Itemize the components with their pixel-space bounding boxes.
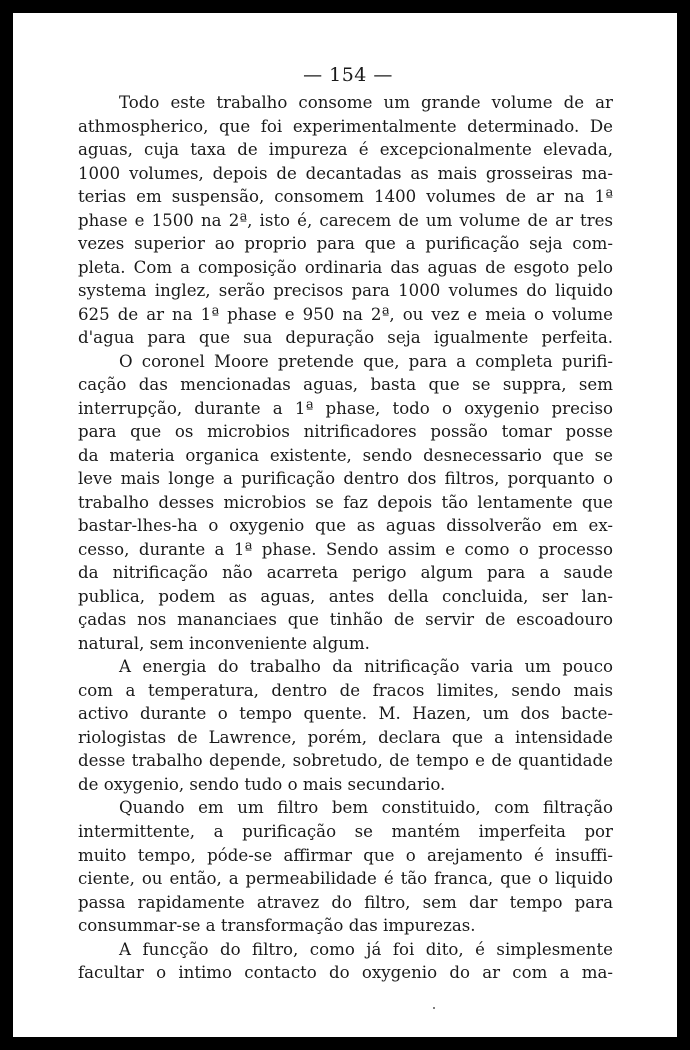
text-line: para que os microbios nitrificadores possão tomar posse: [78, 422, 613, 442]
text-line: passa rapidamente atravez do filtro, sem dar tempo para: [78, 892, 613, 912]
text-line: facultar o intimo contacto do oxygenio do ar com a ma-: [78, 963, 613, 983]
text-line: da nitrificação não acarreta perigo algum para a saude: [78, 563, 613, 583]
text-line: riologistas de Lawrence, porém, declara que a intensidade: [78, 727, 613, 747]
book-page: [13, 13, 677, 1037]
text-line: pleta. Com a composição ordinaria das aguas de esgoto pelo: [78, 257, 613, 277]
text-line: Todo este trabalho consome um grande volume de ar: [119, 93, 613, 112]
text-line: muito tempo, póde-se affirmar que o arejamento é insuffi-: [78, 845, 613, 865]
text-line: d'agua para que sua depuração seja igualmente perfeita.: [78, 328, 613, 348]
text-line: A energia do trabalho da nitrificação varia um pouco: [119, 657, 613, 677]
text-line: aguas, cuja taxa de impureza é excepcionalmente elevada,: [78, 140, 613, 160]
body-text: [78, 91, 613, 985]
paragraph-1: [78, 91, 613, 350]
text-line: 1000 volumes, depois de decantadas as mais grosseiras ma-: [78, 163, 613, 183]
text-line: athmospherico, que foi experimentalmente determinado. De: [78, 116, 613, 136]
text-line: intermittente, a purificação se mantém imperfeita por: [78, 821, 613, 841]
text-line: de oxygenio, sendo tudo o mais secundario.: [78, 774, 446, 794]
text-line: desse trabalho depende, sobretudo, de tempo e de quantidade: [78, 751, 613, 771]
text-line: bastar-lhes-ha o oxygenio que as aguas dissolverão em ex-: [78, 516, 613, 536]
text-line: ciente, ou então, a permeabilidade é tão franca, que o liquido: [78, 869, 613, 889]
ink-speck: [433, 1007, 435, 1009]
text-line: publica, podem as aguas, antes della concluida, ser lan-: [78, 586, 613, 606]
paragraph-5: [78, 938, 613, 985]
text-line: A funcção do filtro, como já foi dito, é simplesmente: [119, 939, 613, 959]
text-line: cação das mencionadas aguas, basta que se suppra, sem: [78, 375, 613, 395]
text-line: çadas nos mananciaes que tinhão de servir de escoadouro: [78, 610, 613, 630]
text-line: 625 de ar na 1ª phase e 950 na 2ª, ou vez e meia o volume: [78, 304, 613, 324]
paragraph-2: [78, 350, 613, 656]
text-line: consummar-se a transformação das impurezas.: [78, 916, 476, 936]
text-line: cesso, durante a 1ª phase. Sendo assim e como o processo: [78, 539, 613, 559]
text-line: O coronel Moore pretende que, para a completa purifi-: [119, 351, 613, 371]
text-line: interrupção, durante a 1ª phase, todo o oxygenio preciso: [78, 398, 613, 418]
text-line: vezes superior ao proprio para que a purificação seja com-: [78, 234, 613, 254]
paragraph-4: [78, 796, 613, 937]
text-line: com a temperatura, dentro de fracos limites, sendo mais: [78, 680, 613, 700]
text-line: natural, sem inconveniente algum.: [78, 633, 370, 653]
text-line: Quando em um filtro bem constituido, com filtração: [119, 798, 613, 818]
text-line: phase e 1500 na 2ª, isto é, carecem de um volume de ar tres: [78, 210, 613, 230]
text-line: terias em suspensão, consomem 1400 volumes de ar na 1ª: [78, 187, 613, 207]
page-number: — 154 —: [303, 64, 393, 86]
text-line: da materia organica existente, sendo desnecessario que se: [78, 445, 613, 465]
text-line: activo durante o tempo quente. M. Hazen, um dos bacte-: [78, 704, 613, 724]
text-line: systema inglez, serão precisos para 1000 volumes do liquido: [78, 281, 613, 301]
text-line: trabalho desses microbios se faz depois tão lentamente que: [78, 492, 613, 512]
paragraph-3: [78, 655, 613, 796]
text-line: leve mais longe a purificação dentro dos filtros, porquanto o: [78, 469, 613, 489]
